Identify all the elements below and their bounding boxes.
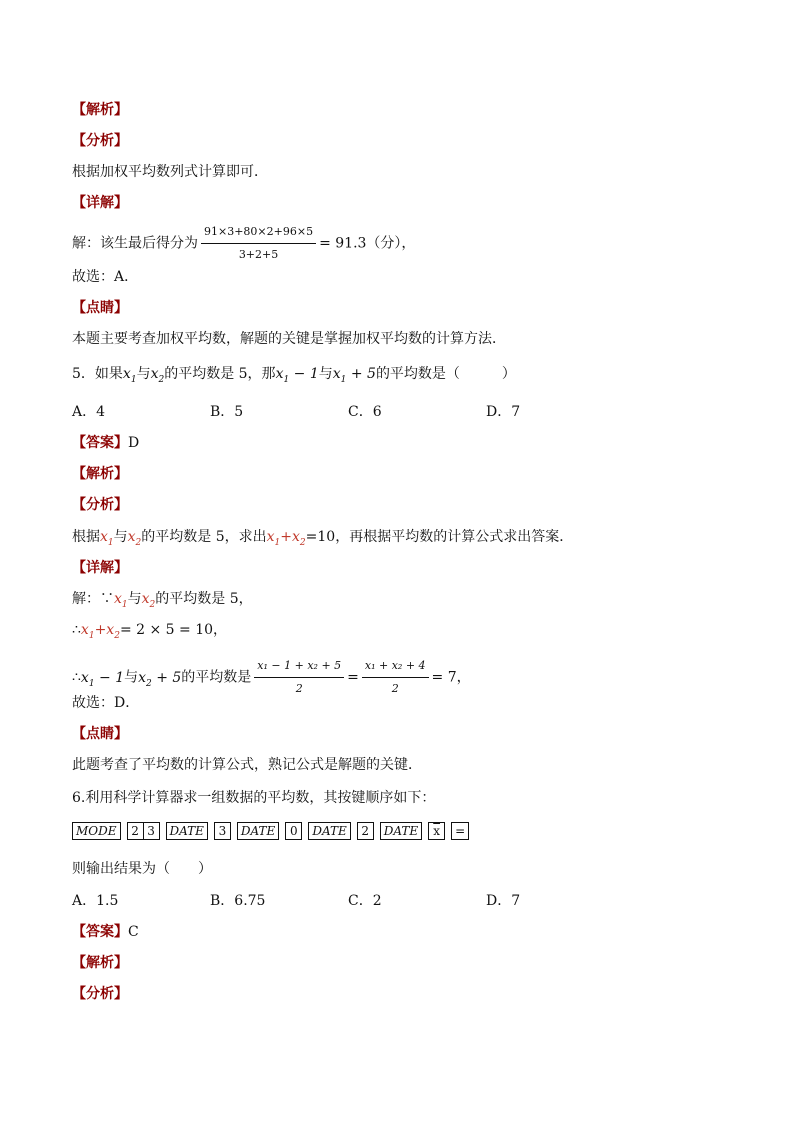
section-tag-xiangjie: 【详解】 (72, 560, 128, 576)
q4-comment: 本题主要考查加权平均数，解题的关键是掌握加权平均数的计算方法． (72, 331, 506, 347)
calc-key-2: 2 (127, 822, 143, 840)
q4-solve-prefix: 解：该生最后得分为 (72, 235, 198, 252)
q5-option-a[interactable]: A．4 (72, 404, 106, 420)
calc-key-mode: MODE (72, 822, 121, 840)
q5-x1-red: $x_1$ (100, 529, 114, 548)
q5-solution-step2: $\therefore x_1+x_2= 2 \times 5 = 10$， (72, 622, 228, 641)
q4-result: = 91.3（分）， (319, 235, 416, 252)
q5-options (72, 402, 624, 422)
q4-fraction (201, 222, 316, 265)
q5-x1: $x_1$ (122, 366, 137, 385)
section-tag-fenxi: 【分析】 (72, 986, 128, 1002)
q5-answer (72, 433, 139, 453)
calc-key-xbar: $\overline{x}$ (428, 822, 445, 840)
section-tag-xiangjie: 【详解】 (72, 195, 128, 211)
q6-answer (72, 922, 139, 942)
q4-frac-num: 91×3+80×2+96×5 (201, 222, 316, 244)
q5-stem-a: 5．如果 (72, 366, 123, 382)
q6-answer-value: C (128, 924, 139, 940)
q4-solution (72, 222, 415, 265)
q6-key-sequence (72, 821, 475, 841)
calc-key-0: 0 (285, 822, 302, 840)
section-tag-dianjing: 【点睛】 (72, 300, 128, 316)
section-tag-daan: 【答案】 (72, 924, 128, 940)
q5-x2-plus5: $x_1 + 5$ (332, 366, 376, 385)
section-tag-fenxi: 【分析】 (72, 497, 128, 513)
q5-fraction-1: $\frac{\text{x₁ − 1 + x₂ + 5}}{2}$ (254, 656, 344, 699)
calc-key-date: DATE (166, 822, 208, 840)
q5-option-c[interactable]: C．6 (348, 404, 382, 420)
q5-s3-x2-plus5: $x_2 + 5$ (138, 669, 182, 689)
q5-answer-value: D (128, 435, 140, 451)
calc-key-equals: = (451, 822, 469, 840)
q5-stem-e: 的平均数是（ ） (375, 366, 516, 382)
q5-x1-minus1: $x_1 - 1$ (275, 366, 319, 385)
q6-option-b[interactable]: B．6.75 (210, 893, 266, 909)
q5-comment: 此题考查了平均数的计算公式，熟记公式是解题的关键． (72, 757, 422, 773)
q6-option-a[interactable]: A．1.5 (72, 893, 119, 909)
calc-key-3: 3 (214, 822, 231, 840)
q5-stem-b: 与 (136, 366, 151, 382)
q5-x2: $x_2$ (150, 366, 165, 385)
q5-stem-d: 与 (318, 366, 333, 382)
q5-s1-x1: $x_1$ (114, 591, 128, 610)
q6-prompt: 则输出结果为（ ） (72, 861, 212, 877)
q5-analysis: 根据$x_1$与$x_2$的平均数是 5，求出$x_1+x_2=10$，再根据平均数的计算公式求出答案． (72, 529, 574, 548)
q5-s3-x1-minus1: $x_1 - 1$ (80, 669, 125, 689)
q5-stem-c: 的平均数是 5，那 (164, 366, 276, 382)
q6-option-d[interactable]: D．7 (486, 893, 521, 909)
q5-option-d[interactable]: D．7 (486, 404, 521, 420)
q6-options (72, 891, 624, 911)
q5-fraction-2: $\frac{\text{x₁ + x₂ + 4}}{2}$ (362, 656, 429, 699)
q5-s1-x2: $x_2$ (141, 591, 156, 610)
calc-key-3: 3 (143, 822, 160, 840)
q5-choice: 故选：D． (72, 695, 140, 711)
q5-x2-red: $x_2$ (127, 529, 142, 548)
q5-solution-step3: $\therefore x_1 - 1$与$x_2 + 5$的平均数是 $\frac{\text{x₁ − 1 + x₂ + 5}}{2}$ = $\frac{\text{x₁ + x₂ + 4}}{2}$ = 7， (72, 656, 471, 699)
calc-key-2: 2 (357, 822, 374, 840)
q4-frac-den: 3+2+5 (238, 248, 279, 261)
section-tag-jiexi: 【解析】 (72, 102, 128, 118)
calc-key-date: DATE (308, 822, 350, 840)
q5-x1x2-sum-red: $x_1+x_2$ (266, 529, 306, 548)
calc-key-date: DATE (380, 822, 422, 840)
section-tag-fenxi: 【分析】 (72, 133, 128, 149)
q5-option-b[interactable]: B．5 (210, 404, 244, 420)
q6-option-c[interactable]: C．2 (348, 893, 382, 909)
q4-choice: 故选：A． (72, 269, 139, 285)
calc-key-date: DATE (237, 822, 279, 840)
section-tag-daan: 【答案】 (72, 435, 128, 451)
q5-s2-sum: $x_1+x_2$ (80, 622, 120, 641)
q6-stem: 6.利用科学计算器求一组数据的平均数，其按键顺序如下： (72, 790, 436, 806)
section-tag-dianjing: 【点睛】 (72, 726, 128, 742)
section-tag-jiexi: 【解析】 (72, 955, 128, 971)
q4-analysis: 根据加权平均数列式计算即可． (72, 164, 268, 180)
q5-solution-step1: 解：$\because x_1$与$x_2$的平均数是 5， (72, 591, 253, 610)
q5-stem (72, 364, 516, 390)
section-tag-jiexi: 【解析】 (72, 466, 128, 482)
